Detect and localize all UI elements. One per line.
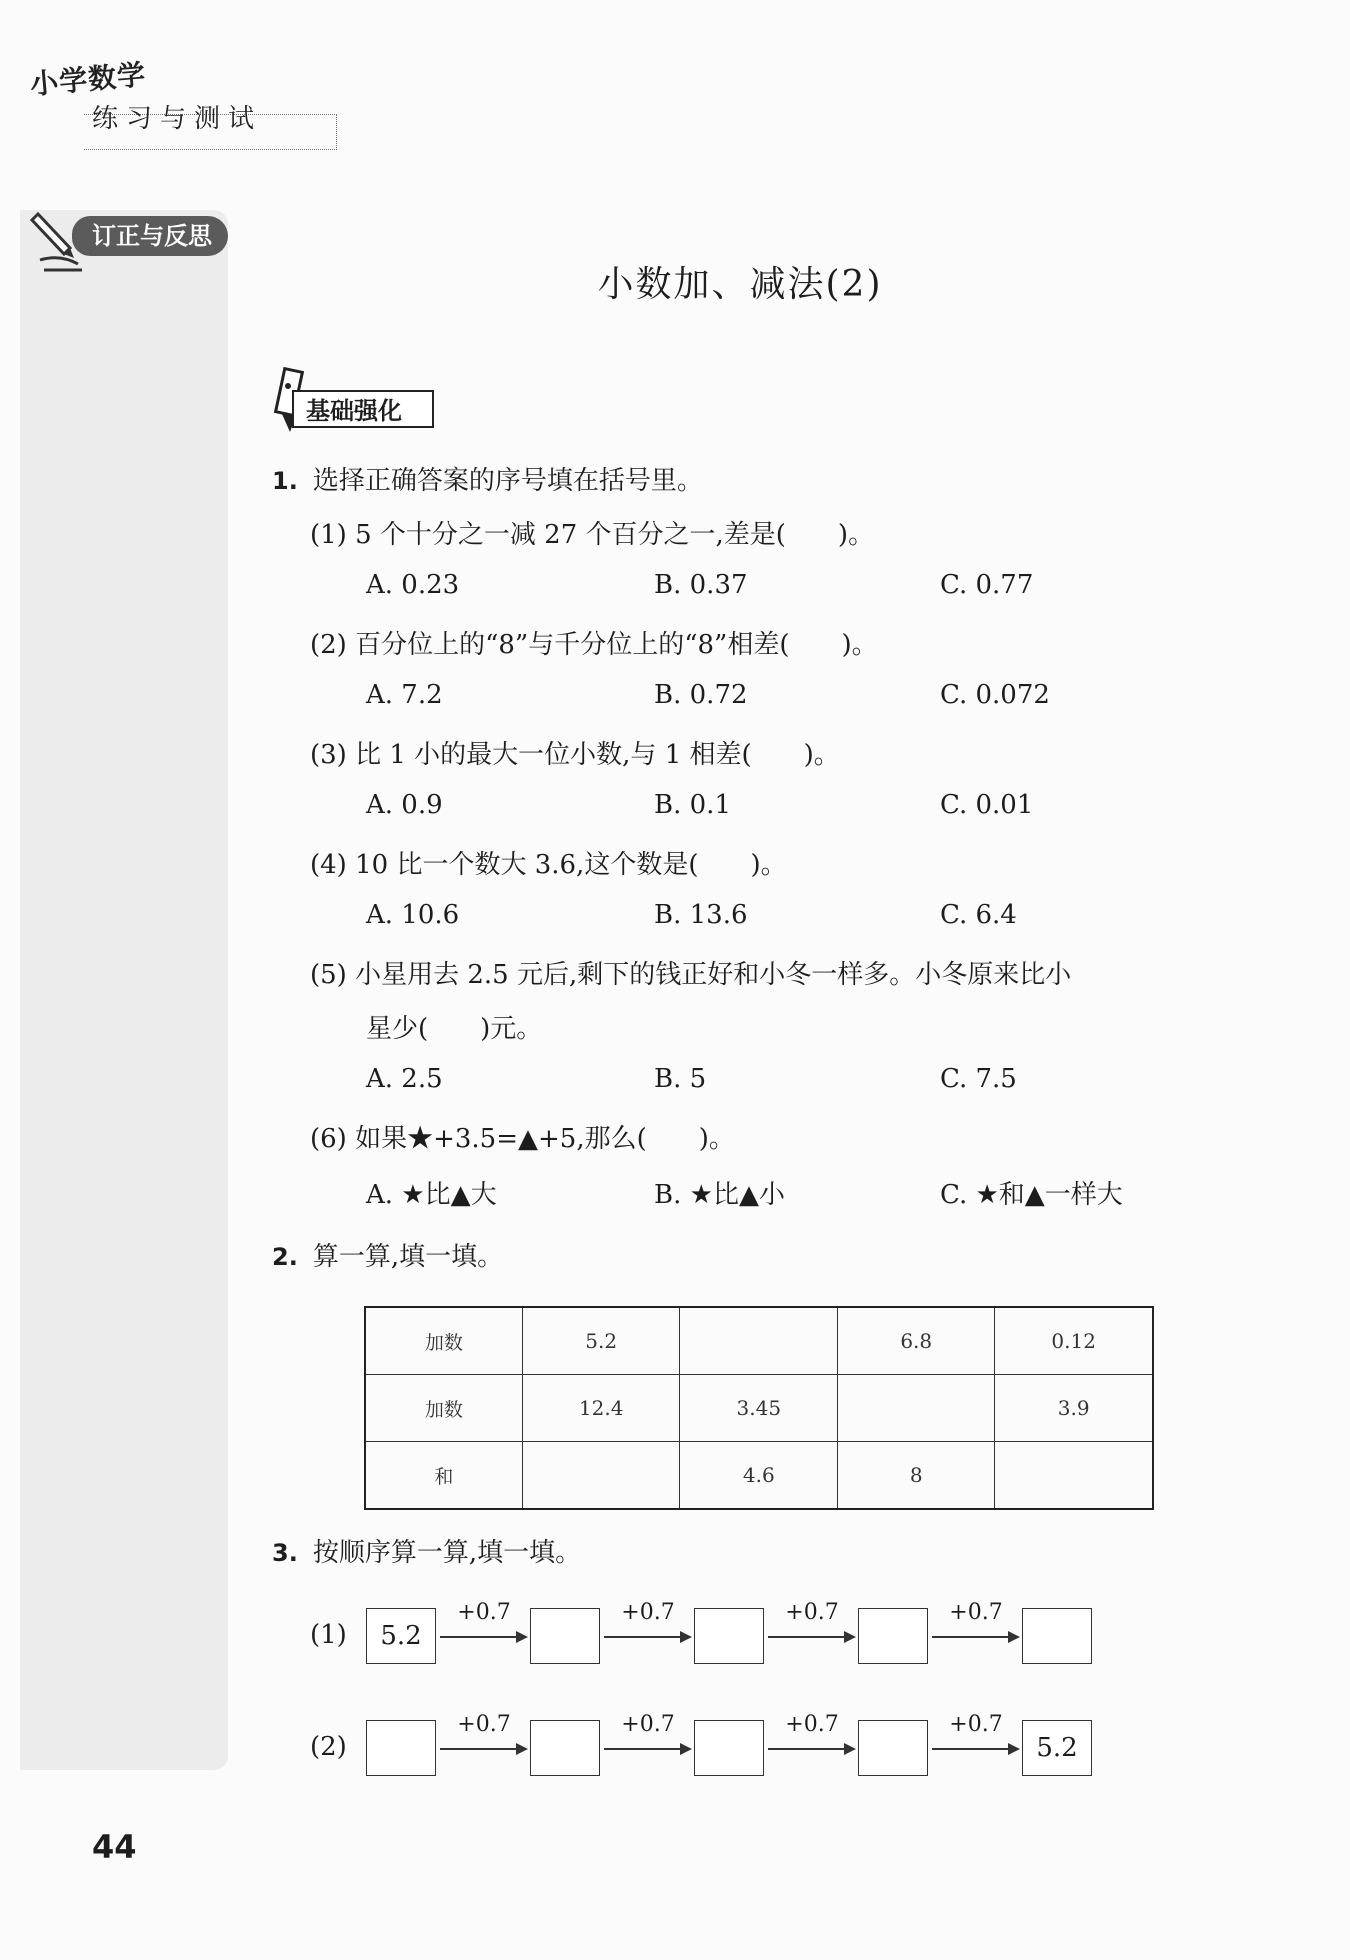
chain-2-step-4: +0.7: [949, 1712, 1003, 1737]
arrow-icon: [768, 1748, 854, 1750]
correction-sidebar: [20, 210, 228, 1770]
chain-1-step-2: +0.7: [621, 1600, 675, 1625]
q1-item-6-option-a: A. ★比▲大: [366, 1180, 497, 1210]
q1-item-2-option-c: C. 0.072: [940, 680, 1050, 710]
chain-2-answer-box[interactable]: [366, 1720, 436, 1776]
q1-item-5-stem: (5) 小星用去 2.5 元后,剩下的钱正好和小冬一样多。小冬原来比小: [310, 960, 1072, 990]
table-cell-blank[interactable]: [838, 1375, 995, 1442]
question-text: 算一算,填一填。: [312, 1242, 504, 1272]
chain-1-answer-box[interactable]: [694, 1608, 764, 1664]
chain-2-label: (2): [310, 1732, 347, 1762]
table-cell: 6.8: [838, 1307, 995, 1375]
chain-1-step-4: +0.7: [949, 1600, 1003, 1625]
chain-2-end-box: 5.2: [1022, 1720, 1092, 1776]
chain-2-step-1: +0.7: [457, 1712, 511, 1737]
q1-item-6-stem: (6) 如果★+3.5=▲+5,那么( )。: [310, 1124, 735, 1154]
sidebar-tab-label: 订正与反思: [92, 222, 212, 250]
table-cell: 和: [365, 1442, 522, 1510]
arrow-icon: [604, 1636, 690, 1638]
arrow-icon: [440, 1748, 526, 1750]
q1-item-5-option-a: A. 2.5: [366, 1064, 443, 1094]
addition-table: [364, 1306, 1154, 1510]
chain-1-step-3: +0.7: [785, 1600, 839, 1625]
table-cell: 5.2: [522, 1307, 680, 1375]
table-cell: 0.12: [995, 1307, 1153, 1375]
chain-2-answer-box[interactable]: [694, 1720, 764, 1776]
table-cell-blank[interactable]: [680, 1307, 838, 1375]
table-cell: 3.45: [680, 1375, 838, 1442]
q1-item-2-option-a: A. 7.2: [366, 680, 443, 710]
chain-1-answer-box[interactable]: [858, 1608, 928, 1664]
chain-2-step-2: +0.7: [621, 1712, 675, 1737]
q1-item-1-option-a: A. 0.23: [366, 570, 460, 600]
q1-item-4-option-b: B. 13.6: [654, 900, 748, 930]
question-text: 选择正确答案的序号填在括号里。: [312, 466, 703, 496]
chain-2-step-3: +0.7: [785, 1712, 839, 1737]
series-title: 小学数学: [28, 58, 148, 101]
question-text: 按顺序算一算,填一填。: [312, 1538, 582, 1568]
q1-item-4-stem: (4) 10 比一个数大 3.6,这个数是( )。: [310, 850, 787, 880]
q1-item-3-stem: (3) 比 1 小的最大一位小数,与 1 相差( )。: [310, 740, 840, 770]
q1-item-3-option-a: A. 0.9: [366, 790, 443, 820]
arrow-icon: [604, 1748, 690, 1750]
q1-item-1-option-b: B. 0.37: [654, 570, 748, 600]
table-row: [365, 1375, 1153, 1442]
q1-item-1-stem: (1) 5 个十分之一减 27 个百分之一,差是( )。: [310, 520, 875, 550]
q1-item-4-option-c: C. 6.4: [940, 900, 1017, 930]
chain-1-label: (1): [310, 1620, 347, 1650]
chain-2-answer-box[interactable]: [858, 1720, 928, 1776]
question-number: 1.: [272, 467, 298, 495]
table-row: [365, 1442, 1153, 1510]
question-3-header: [272, 1532, 581, 1569]
q1-item-3-option-c: C. 0.01: [940, 790, 1034, 820]
q1-item-5-option-b: B. 5: [654, 1064, 707, 1094]
chain-1-answer-box[interactable]: [530, 1608, 600, 1664]
table-cell: 3.9: [995, 1375, 1153, 1442]
table-cell: 加数: [365, 1375, 522, 1442]
chain-2-answer-box[interactable]: [530, 1720, 600, 1776]
page-number: 44: [92, 1828, 137, 1866]
table-row: [365, 1307, 1153, 1375]
question-number: 3.: [272, 1539, 298, 1567]
q1-item-5-stem-continued: 星少( )元。: [366, 1014, 543, 1044]
q1-item-6-option-b: B. ★比▲小: [654, 1180, 785, 1210]
q1-item-2-option-b: B. 0.72: [654, 680, 748, 710]
table-cell: 8: [838, 1442, 995, 1510]
question-2-header: [272, 1236, 503, 1273]
q1-item-2-stem: (2) 百分位上的“8”与千分位上的“8”相差( )。: [310, 630, 878, 660]
chain-1-answer-box[interactable]: [1022, 1608, 1092, 1664]
table-cell: 加数: [365, 1307, 522, 1375]
question-1-header: [272, 460, 703, 497]
chain-1-start-box: 5.2: [366, 1608, 436, 1664]
table-cell-blank[interactable]: [995, 1442, 1153, 1510]
q1-item-1-option-c: C. 0.77: [940, 570, 1034, 600]
question-number: 2.: [272, 1243, 298, 1271]
section-label-text: 基础强化: [306, 397, 402, 425]
q1-item-5-option-c: C. 7.5: [940, 1064, 1017, 1094]
lesson-title: 小数加、减法(2): [597, 264, 883, 305]
arrow-icon: [932, 1748, 1018, 1750]
q1-item-6-option-c: C. ★和▲一样大: [940, 1180, 1123, 1210]
q1-item-4-option-a: A. 10.6: [366, 900, 460, 930]
arrow-icon: [932, 1636, 1018, 1638]
table-cell: 4.6: [680, 1442, 838, 1510]
chain-1-step-1: +0.7: [457, 1600, 511, 1625]
arrow-icon: [440, 1636, 526, 1638]
arrow-icon: [768, 1636, 854, 1638]
section-label: [292, 390, 434, 428]
book-subtitle: 练习与测试: [92, 104, 263, 134]
table-cell: 12.4: [522, 1375, 680, 1442]
table-cell-blank[interactable]: [522, 1442, 680, 1510]
q1-item-3-option-b: B. 0.1: [654, 790, 731, 820]
